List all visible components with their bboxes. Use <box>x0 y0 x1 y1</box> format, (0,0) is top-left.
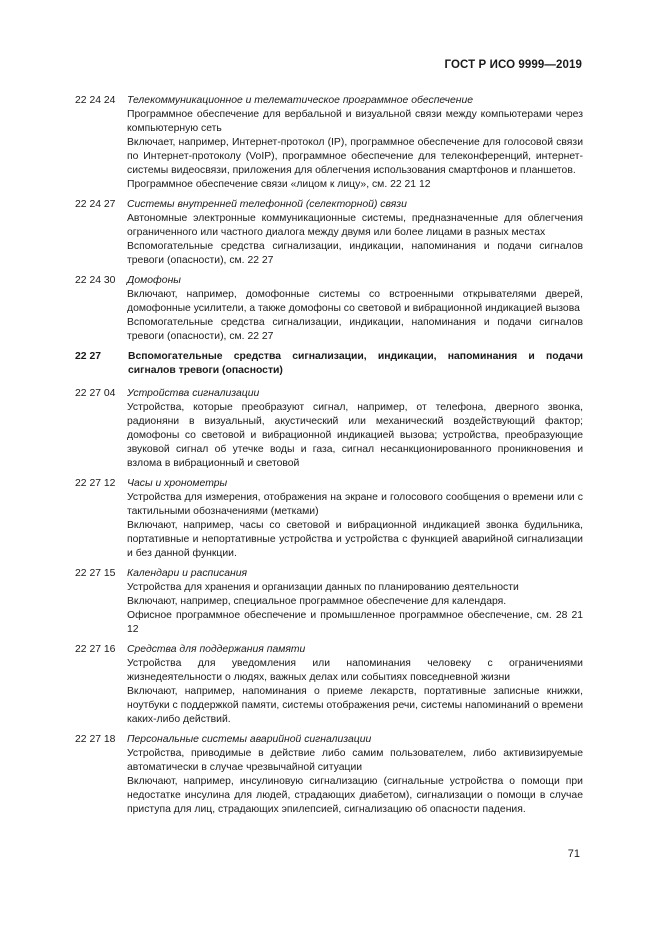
entry-title: Телекоммуникационное и телематическое программное обеспечение <box>127 95 474 106</box>
entry-paragraph: Вспомогательные средства сигнализации, индикации, напоминания и подачи сигналов тревоги (опасности), см. 22 27 <box>127 241 583 266</box>
entry-code: 22 27 18 <box>75 734 116 745</box>
entry-title: Часы и хронометры <box>127 478 228 489</box>
entry-paragraph: Включают, например, инсулиновую сигнализацию (сигнальные устройства о помощи при недостатке инсулина для людей, страдающих диабетом), сигнализации о помощи в случае приступа для лиц, страдающих эпилепсией, сигнализацию об опасности падения. <box>127 776 583 815</box>
entry-code: 22 24 24 <box>75 95 116 106</box>
entry-paragraph: Автономные электронные коммуникационные системы, предназначенные для облегчения ограниченного или частного диалога между двумя или более лицами в разных местах <box>127 213 583 238</box>
entry-title: Домофоны <box>127 275 181 286</box>
classification-entry <box>75 274 583 344</box>
entry-paragraph: Программное обеспечение связи «лицом к лицу», см. 22 21 12 <box>127 179 431 190</box>
entry-code: 22 27 16 <box>75 644 116 655</box>
entry-body <box>127 387 583 471</box>
entry-paragraph: Устройства, приводимые в действие либо самим пользователем, либо активизируемые автоматически в случае чрезвычайной ситуации <box>127 748 583 773</box>
section-heading <box>75 350 583 378</box>
document-header: ГОСТ Р ИСО 9999—2019 <box>444 59 582 71</box>
entry-body <box>128 350 583 378</box>
entry-paragraph: Офисное программное обеспечение и промышленное программное обеспечение, см. 28 21 12 <box>127 610 583 635</box>
entry-body <box>127 94 583 192</box>
classification-entry <box>75 733 583 817</box>
entry-code: 22 24 30 <box>75 275 116 286</box>
classification-entry <box>75 94 583 192</box>
entry-code: 22 27 12 <box>75 478 116 489</box>
classification-entry <box>75 387 583 471</box>
entry-paragraph: Устройства для хранения и организации данных по планированию деятельности <box>127 582 519 593</box>
entry-body <box>127 567 583 637</box>
page-number: 71 <box>567 848 580 860</box>
classification-entry <box>75 198 583 268</box>
entry-paragraph: Вспомогательные средства сигнализации, индикации, напоминания и подачи сигналов тревоги (опасности), см. 22 27 <box>127 317 583 342</box>
entry-paragraph: Устройства для измерения, отображения на экране и голосового сообщения о времени или с тактильными обозначениями (метками) <box>127 492 583 517</box>
entry-code: 22 27 04 <box>75 388 116 399</box>
entry-title: Средства для поддержания памяти <box>127 644 306 655</box>
entry-title: Календари и расписания <box>127 568 248 579</box>
entry-code: 22 24 27 <box>75 199 116 210</box>
entry-paragraph: Программное обеспечение для вербальной и визуальной связи между компьютерами через компьютерную сеть <box>127 109 583 134</box>
entry-body <box>127 198 583 268</box>
entry-body <box>127 643 583 727</box>
entry-paragraph: Включают, например, специальное программное обеспечение для календаря. <box>127 596 507 607</box>
entry-body <box>127 477 583 561</box>
entry-paragraph: Устройства, которые преобразуют сигнал, например, от телефона, дверного звонка, радионяни в визуальный, акустический или механический воздействующий фактор; домофоны со световой и вибрационной индикацией вызова; устройства, преобразующие звуковой сигнал об утечке воды и газа, сигнал несанкционированного проникновения и взлома в вибрационный и световой <box>127 402 583 469</box>
entry-code: 22 27 15 <box>75 568 116 579</box>
classification-entry <box>75 643 583 727</box>
entry-title: Системы внутренней телефонной (селекторной) связи <box>127 199 407 210</box>
entry-paragraph: Включают, например, напоминания о приеме лекарств, портативные записные книжки, ноутбуки с поддержкой памяти, системы отображения речи, системы напоминаний о времени каких-либо действий. <box>127 686 583 725</box>
entry-body <box>127 733 583 817</box>
entry-body <box>127 274 583 344</box>
classification-entry <box>75 567 583 637</box>
document-body <box>75 94 583 823</box>
classification-entry <box>75 477 583 561</box>
entry-code: 22 27 <box>75 351 102 362</box>
entry-paragraph: Включает, например, Интернет-протокол (IP), программное обеспечение для голосовой связи по Интернет-протоколу (VoIP), программное обеспечение для телеконференций, интернет-системы видеосвязи, приложения для облегчения использования смартфонов и планшетов. <box>127 137 583 176</box>
entry-paragraph: Устройства для уведомления или напоминания человеку с ограничениями жизнедеятельности о людях, важных делах или событиях повседневной жизни <box>127 658 583 683</box>
section-title: Вспомогательные средства сигнализации, индикации, напоминания и подачи сигналов тревоги (опасности) <box>128 351 583 376</box>
entry-paragraph: Включают, например, часы со световой и вибрационной индикацией звонка будильника, портативные и непортативные устройства и устройства с функцией аварийной сигнализации и без данной функции. <box>127 520 583 559</box>
entry-title: Устройства сигнализации <box>127 388 260 399</box>
entry-title: Персональные системы аварийной сигнализации <box>127 734 372 745</box>
entry-paragraph: Включают, например, домофонные системы со встроенными открывателями дверей, домофонные усилители, а также домофоны со световой и вибрационной индикацией вызова <box>127 289 583 314</box>
